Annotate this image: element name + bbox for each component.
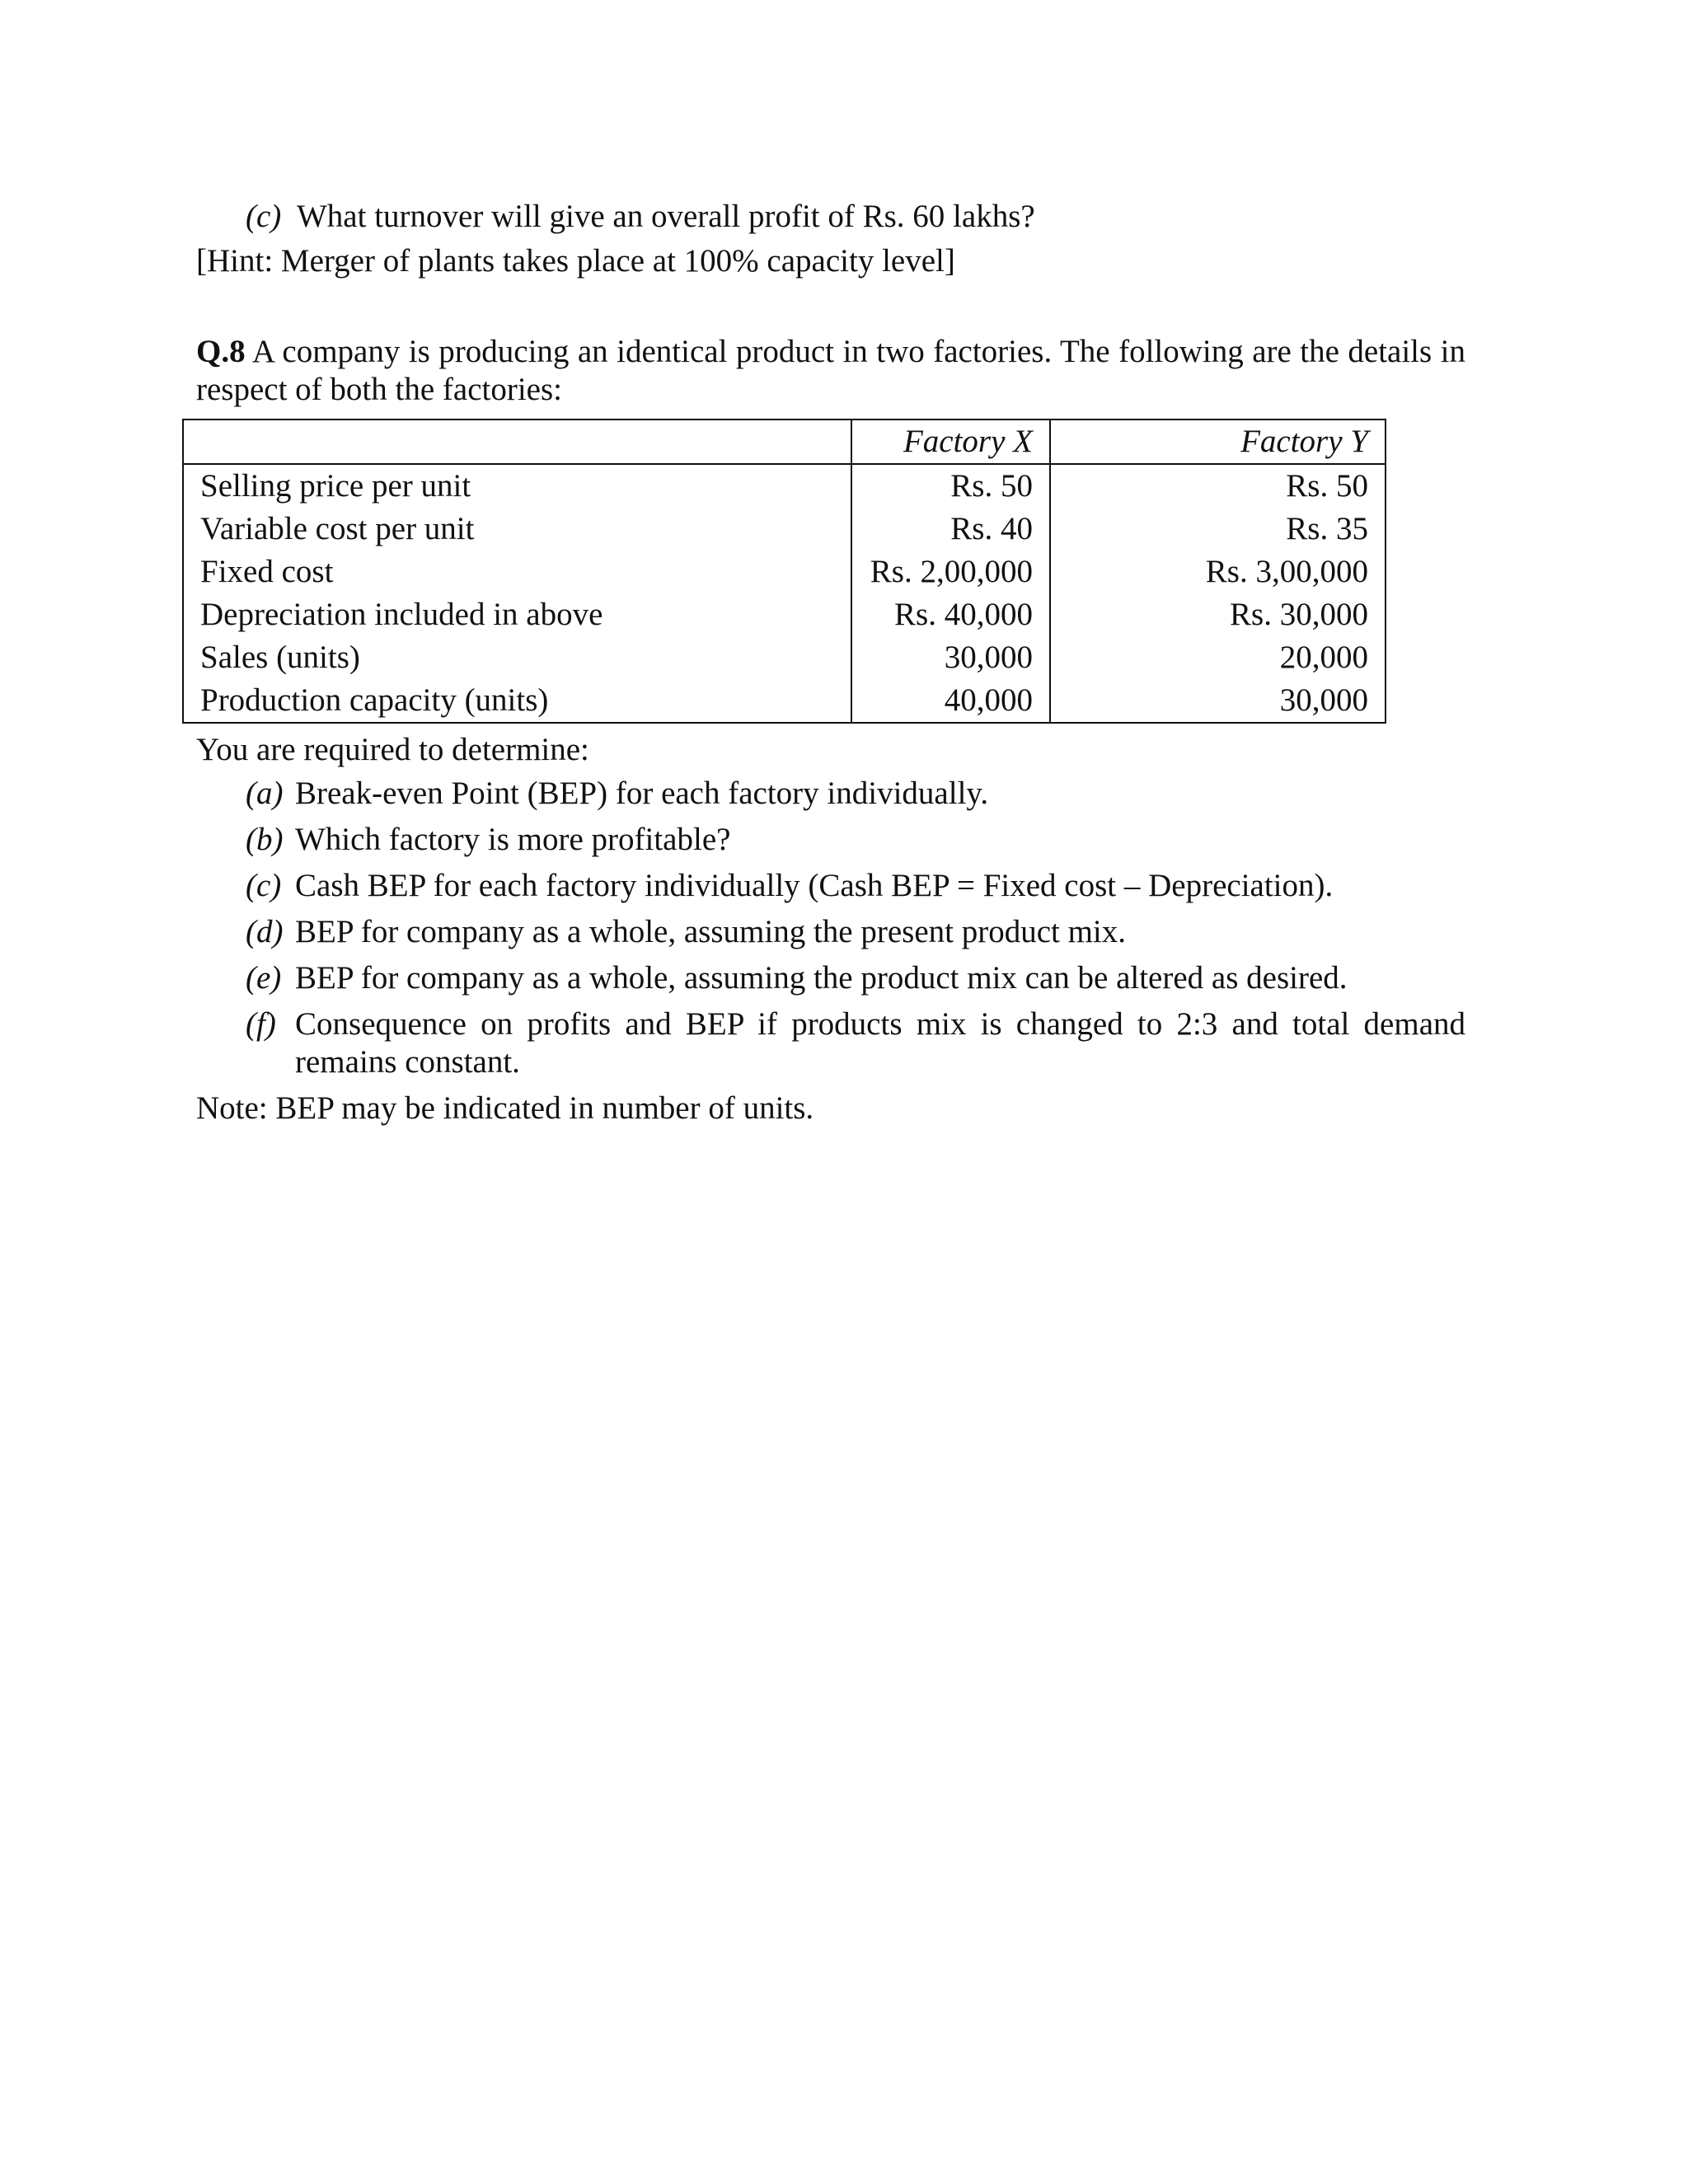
list-item	[246, 775, 1465, 813]
table-row	[183, 508, 1386, 551]
row-label: Fixed cost	[200, 554, 334, 589]
part-label: (d)	[246, 914, 284, 949]
table-row	[183, 679, 1386, 723]
table-row	[183, 464, 1386, 508]
previous-question-part-c	[246, 198, 1035, 237]
list-item	[246, 959, 1465, 997]
list-item	[246, 867, 1465, 905]
part-label: (c)	[246, 199, 282, 234]
factory-y-value: Rs. 30,000	[1230, 597, 1368, 632]
part-label: (e)	[246, 960, 282, 996]
factory-x-value: Rs. 50	[851, 464, 1050, 508]
question-parts-list	[246, 775, 1465, 1090]
part-text: BEP for company as a whole, assuming the present product mix.	[295, 914, 1127, 949]
row-label: Sales (units)	[200, 640, 360, 675]
table-header-factory-y: Factory Y	[1050, 419, 1386, 464]
row-label: Production capacity (units)	[200, 682, 549, 718]
question-number: Q.8	[196, 334, 246, 369]
factory-x-value: 30,000	[851, 636, 1050, 679]
table-row	[183, 593, 1386, 636]
factory-y-value: 20,000	[1279, 640, 1368, 675]
table-row	[183, 636, 1386, 679]
factory-y-value: Rs. 50	[1286, 468, 1368, 504]
factory-y-value: Rs. 3,00,000	[1205, 554, 1368, 589]
list-item	[246, 913, 1465, 951]
row-label: Depreciation included in above	[200, 597, 603, 632]
part-label: (f)	[246, 1006, 276, 1042]
part-text: BEP for company as a whole, assuming the product mix can be altered as desired.	[295, 960, 1348, 996]
table-header-blank	[183, 419, 851, 464]
factory-details-table	[182, 419, 1386, 724]
factory-y-value: Rs. 35	[1286, 511, 1368, 546]
required-text: You are required to determine:	[196, 732, 589, 767]
question-intro-text: A company is producing an identical product in two factories. The following are the details in respect of both the factories:	[196, 334, 1465, 407]
part-text: Consequence on profits and BEP if products mix is changed to 2:3 and total demand remains constant.	[295, 1006, 1465, 1080]
part-text: What turnover will give an overall profit of Rs. 60 lakhs?	[297, 199, 1035, 234]
part-label: (c)	[246, 868, 282, 903]
list-item	[246, 821, 1465, 859]
factory-x-value: Rs. 40	[851, 508, 1050, 551]
factory-x-value: Rs. 2,00,000	[851, 551, 1050, 593]
table-row	[183, 551, 1386, 593]
factory-x-value: 40,000	[851, 679, 1050, 723]
table-header-row	[183, 419, 1386, 464]
row-label: Selling price per unit	[200, 468, 471, 504]
hint-text: [Hint: Merger of plants takes place at 100% capacity level]	[196, 243, 955, 279]
list-item	[246, 1005, 1465, 1081]
question-8-intro	[196, 333, 1465, 409]
part-text: Break-even Point (BEP) for each factory individually.	[295, 776, 989, 811]
factory-y-value: 30,000	[1279, 682, 1368, 718]
part-text: Which factory is more profitable?	[295, 822, 731, 857]
table-header-factory-x: Factory X	[851, 419, 1050, 464]
row-label: Variable cost per unit	[200, 511, 475, 546]
part-label: (a)	[246, 776, 284, 811]
part-label: (b)	[246, 822, 284, 857]
note-text: Note: BEP may be indicated in number of units.	[196, 1090, 814, 1126]
part-text: Cash BEP for each factory individually (Cash BEP = Fixed cost – Depreciation).	[295, 868, 1334, 903]
factory-x-value: Rs. 40,000	[851, 593, 1050, 636]
